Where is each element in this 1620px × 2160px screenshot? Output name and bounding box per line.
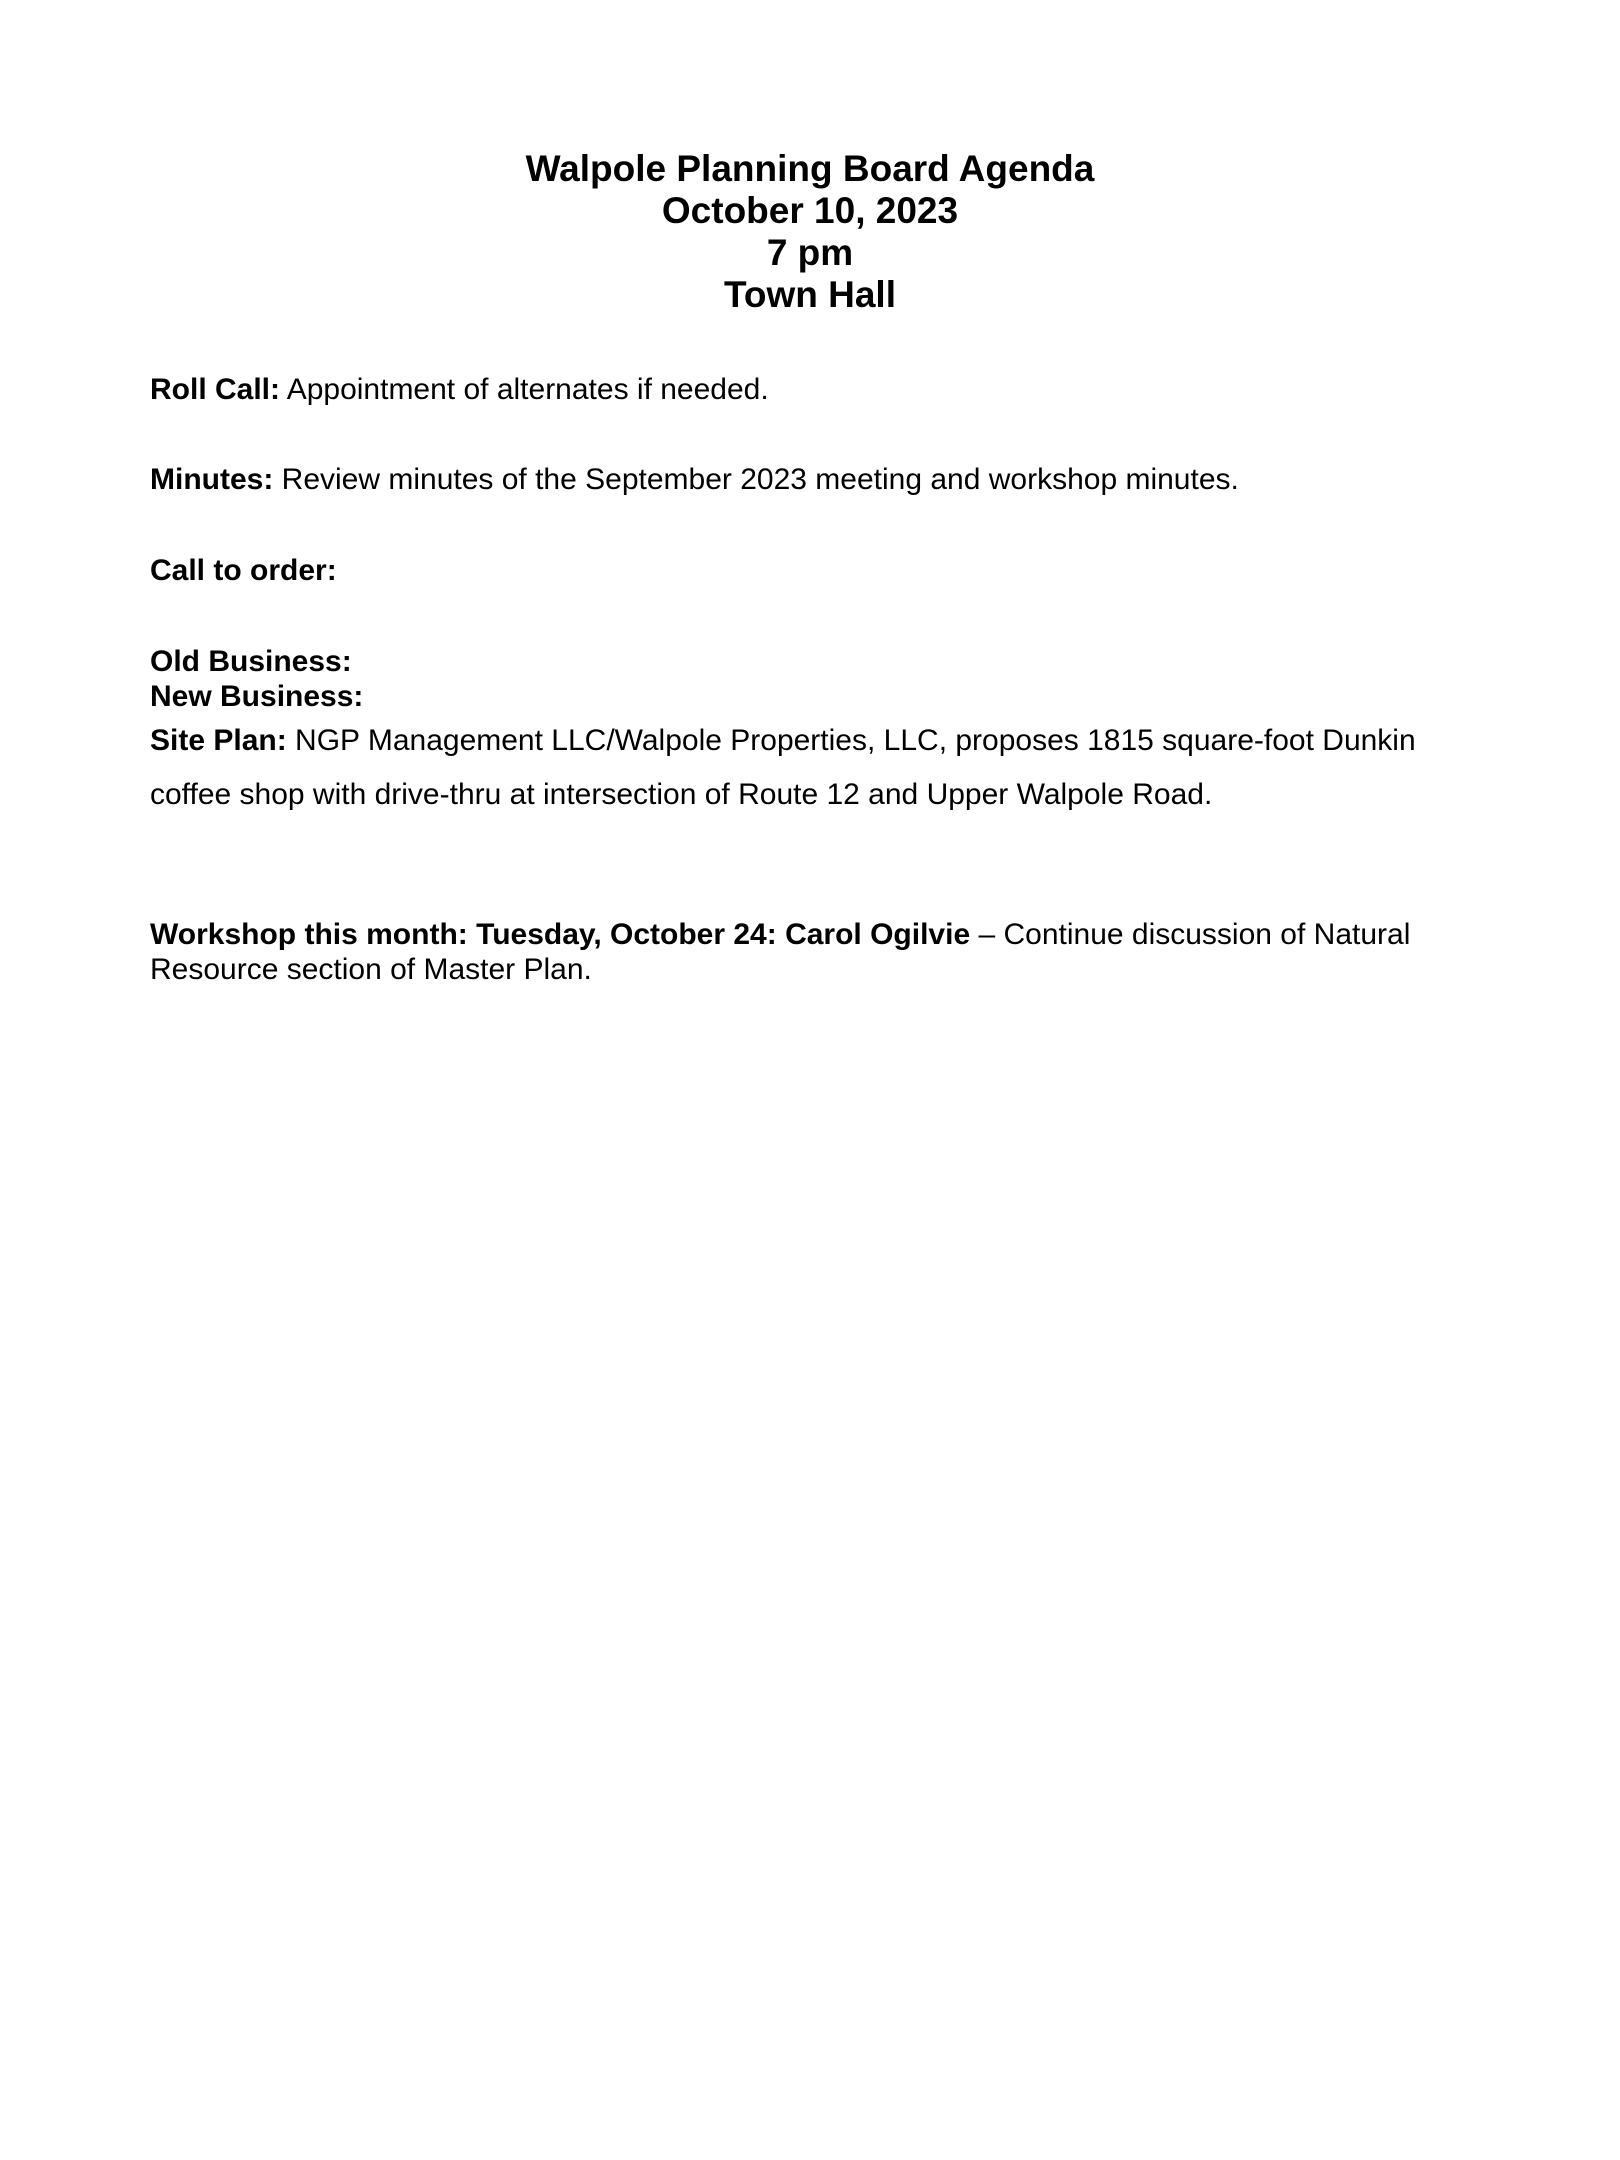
agenda-header [0, 148, 1620, 316]
workshop-text: – Continue discussion of Natural Resource section of Master Plan. [150, 918, 1411, 986]
new-business-label: New Business: [150, 680, 364, 713]
old-business-label: Old Business: [150, 645, 352, 678]
call-to-order-section [150, 553, 1490, 588]
site-plan-text: NGP Management LLC/Walpole Properties, LLC, proposes 1815 square-foot Dunkin coffee shop with drive-thru at intersection of Route 12 and Upper Walpole Road. [150, 724, 1416, 811]
meeting-date: October 10, 2023 [661, 190, 959, 231]
workshop-section [150, 917, 1490, 987]
site-plan-label: Site Plan: [150, 724, 287, 757]
roll-call-section [150, 372, 1490, 407]
meeting-location: Town Hall [724, 274, 896, 315]
business-section [150, 644, 1490, 714]
roll-call-label: Roll Call: [150, 373, 281, 406]
minutes-text: Review minutes of the September 2023 meeting and workshop minutes. [273, 463, 1239, 496]
minutes-section [150, 462, 1490, 497]
agenda-title: Walpole Planning Board Agenda [525, 148, 1095, 189]
workshop-label: Workshop this month: Tuesday, October 24: Carol Ogilvie [150, 918, 971, 951]
site-plan-section [150, 714, 1490, 822]
meeting-time: 7 pm [766, 232, 854, 273]
roll-call-text: Appointment of alternates if needed. [280, 373, 769, 406]
minutes-label: Minutes: [150, 463, 274, 496]
call-to-order-label: Call to order: [150, 554, 337, 587]
